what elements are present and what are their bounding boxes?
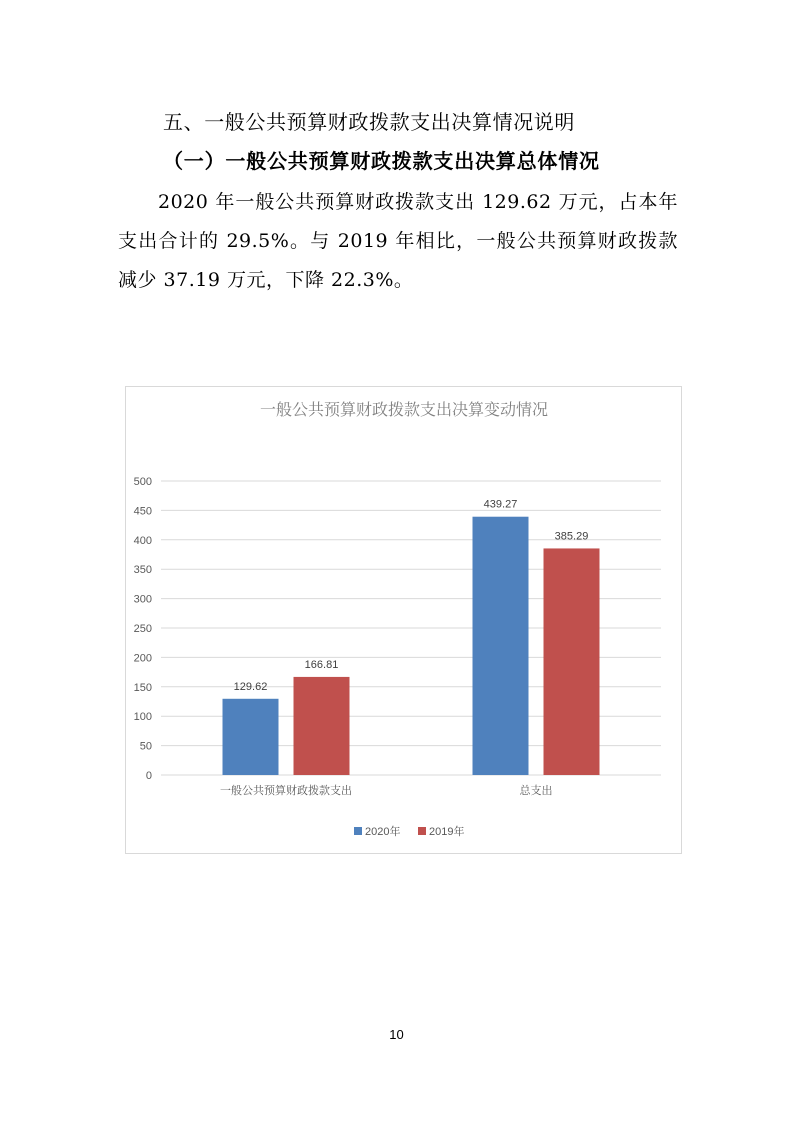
data-label: 166.81 [304, 658, 339, 671]
data-label: 439.27 [483, 498, 518, 511]
bar-2020 [223, 699, 279, 775]
y-tick-label: 0 [145, 770, 152, 782]
y-tick-label: 250 [133, 623, 152, 635]
legend-swatch [354, 827, 362, 835]
summary-paragraph: 2020 年一般公共预算财政拨款支出 129.62 万元，占本年支出合计的 29.5%。与 2019 年相比，一般公共预算财政拨款减少 37.19 万元，下降 22.3%。 [118, 191, 678, 291]
x-tick-label: 总支出 [519, 785, 553, 797]
chart-canvas [126, 387, 683, 855]
data-label: 385.29 [554, 530, 589, 543]
y-tick-label: 450 [133, 505, 152, 518]
bar-2019 [294, 677, 350, 775]
page-number: 10 [389, 1027, 404, 1042]
y-tick-label: 500 [133, 476, 152, 488]
bar-chart [125, 386, 682, 854]
y-tick-label: 150 [133, 681, 152, 694]
y-tick-label: 400 [133, 534, 152, 547]
bar-2020 [473, 517, 529, 775]
subsection-heading: （一）一般公共预算财政拨款支出决算总体情况 [163, 149, 600, 173]
y-tick-label: 200 [133, 652, 152, 665]
y-tick-label: 50 [139, 740, 152, 753]
data-label: 129.62 [233, 680, 268, 693]
legend-label: 2020年 [365, 826, 401, 838]
legend-swatch [418, 827, 426, 835]
x-tick-label: 一般公共预算财政拨款支出 [220, 785, 352, 797]
y-tick-label: 300 [133, 593, 152, 606]
y-tick-label: 100 [133, 711, 152, 724]
section-heading: 五、一般公共预算财政拨款支出决算情况说明 [163, 110, 575, 134]
y-tick-label: 350 [133, 564, 152, 577]
bar-2019 [544, 548, 600, 775]
chart-title: 一般公共预算财政拨款支出决算变动情况 [259, 402, 549, 419]
legend-label: 2019年 [429, 826, 465, 838]
